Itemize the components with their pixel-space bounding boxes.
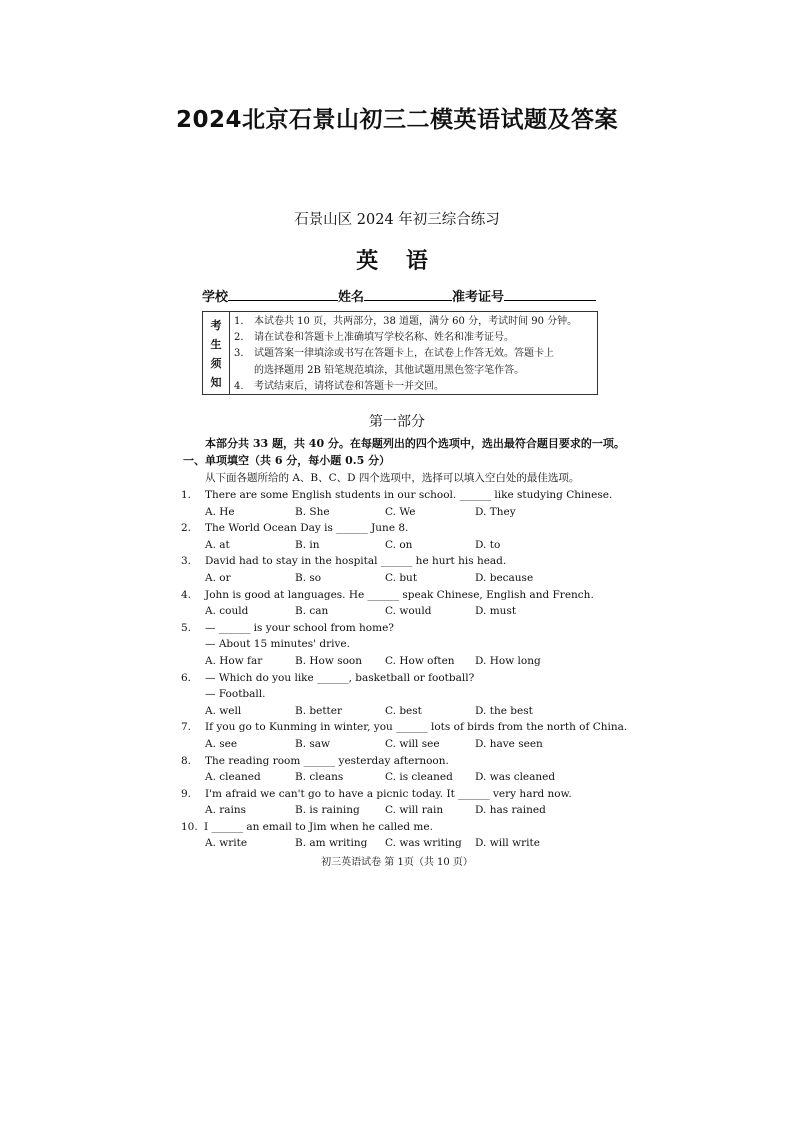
notice-item [234,379,593,395]
notice-item-text: 的选择题用 2B 铅笔规范填涂，其他试题用黑色签字笔作答。 [254,364,525,376]
exam-id-label: 准考证号 [452,290,505,305]
question-number: 9. [181,787,192,800]
option-a: A. or [205,571,231,584]
notice-item-number: 4. [234,380,244,392]
question-line [0,587,794,604]
option-d: D. They [475,505,516,518]
option-c: C. will rain [385,804,444,817]
question-stem: There are some English students in our school. ______ like studying Chinese. [205,489,613,501]
section-title: 一、单项填空（共 6 分，每小题 0.5 分） [183,454,391,467]
question-stem: I'm afraid we can't go to have a picnic today. It ______ very hard now. [205,787,572,800]
question-number: 8. [181,754,192,767]
notice-item [234,314,593,330]
question-item [0,587,794,620]
option-d: D. because [475,571,534,584]
option-a: A. How far [205,654,263,667]
option-c: C. will see [385,737,440,750]
options-row [0,537,794,554]
student-info-row [202,286,602,307]
option-d: D. have seen [475,737,543,750]
option-a: A. rains [205,804,247,817]
question-number: 2. [181,522,192,535]
notice-heading-char: 生 [210,337,222,351]
name-label: 姓名 [338,290,365,305]
option-b: B. cleans [295,771,344,784]
notice-heading [203,312,230,394]
question-stem: — Football. [205,688,266,701]
notice-item-text: 考试结束后，请将试卷和答题卡一并交回。 [254,380,444,392]
question-stem: — Which do you like ______, basketball or football? [205,671,475,684]
question-item [0,487,794,520]
option-c: C. How often [385,654,455,667]
option-d: D. must [475,605,517,618]
page-footer: 初三英语试卷 第 1页（共 10 页） [321,857,473,868]
options-row [0,835,794,852]
question-line [0,520,794,537]
option-b: B. How soon [295,654,362,667]
option-d: D. to [475,538,501,551]
option-c: C. best [385,704,422,717]
question-item [0,819,794,852]
question-stem: John is good at languages. He ______ speak Chinese, English and French. [205,588,594,601]
question-line [0,719,794,736]
option-d: D. will write [475,837,540,850]
name-blank [364,286,452,301]
option-c: C. We [385,505,416,518]
section-instructions: 从下面各题所给的 A、B、C、D 四个选项中，选择可以填入空白处的最佳选项。 [205,472,580,484]
option-b: B. better [295,704,342,717]
option-b: B. is raining [295,804,360,817]
question-item [0,620,794,670]
options-row [0,603,794,620]
part-title: 第一部分 [369,414,425,430]
options-row [0,653,794,670]
question-stem: David had to stay in the hospital ______ he hurt his head. [205,555,507,568]
option-b: B. am writing [295,837,368,850]
option-b: B. saw [295,737,331,750]
question-number: 7. [181,721,192,734]
option-c: C. on [385,538,413,551]
school-blank [228,286,338,301]
notice-item-number: 1. [234,316,244,327]
question-list [0,487,794,852]
option-a: A. write [205,837,248,850]
option-a: A. could [205,605,249,618]
school-label: 学校 [202,290,229,305]
notice-item-number: 3. [234,348,244,360]
question-line [0,670,794,687]
option-a: A. at [205,538,230,551]
option-b: B. so [295,571,322,584]
question-number: 1. [181,489,192,501]
options-row [0,504,794,521]
option-b: B. can [295,605,329,618]
candidate-notice-box [202,311,598,395]
options-row [0,769,794,786]
question-item [0,786,794,819]
question-number: 3. [181,555,192,568]
exam-name: 石景山区 2024 年初三综合练习 [294,212,500,228]
question-number: 4. [181,588,192,601]
notice-item [234,363,593,379]
option-c: C. would [385,605,432,618]
question-item [0,753,794,786]
document-title: 2024北京石景山初三二模英语试题及答案 [175,107,618,133]
option-c: C. but [385,571,418,584]
option-c: C. was writing [385,837,462,850]
question-line [0,819,794,836]
options-row [0,703,794,720]
question-number: 5. [181,621,192,634]
options-row [0,802,794,819]
option-d: D. How long [475,654,541,667]
exam-id-blank [504,286,596,301]
option-c: C. is cleaned [385,771,453,784]
question-number: 10. [181,820,198,833]
options-row [0,570,794,587]
option-a: A. well [205,704,242,717]
notice-item-number: 2. [234,332,244,344]
question-line [0,487,794,504]
notice-item-number [234,363,254,379]
option-d: D. the best [475,704,533,717]
option-a: A. cleaned [205,771,261,784]
question-line [0,620,794,637]
question-line [0,553,794,570]
question-line [0,753,794,770]
option-d: D. was cleaned [475,771,556,784]
option-b: B. in [295,538,320,551]
question-stem: I ______ an email to Jim when he called me. [204,820,433,833]
question-item [0,670,794,720]
question-stem: The reading room ______ yesterday afternoon. [205,754,449,767]
question-line [0,786,794,803]
notice-item [234,330,593,346]
question-item [0,553,794,586]
part-intro: 本部分共 33 题，共 40 分。在每题列出的四个选项中，选出最符合题目要求的一项。 [205,437,625,450]
question-item [0,520,794,553]
question-line [0,686,794,703]
question-number: 6. [181,671,192,684]
question-stem: — ______ is your school from home? [205,621,394,634]
question-line [0,636,794,653]
notice-heading-char: 知 [210,375,222,389]
options-row [0,736,794,753]
notice-item-text: 请在试卷和答题卡上准确填写学校名称、姓名和准考证号。 [254,332,514,344]
notice-item-text: 试题答案一律填涂或书写在答题卡上，在试卷上作答无效。答题卡上 [254,348,554,360]
notice-item [234,346,593,362]
option-b: B. She [295,505,330,518]
notice-heading-char: 须 [210,356,222,370]
question-stem: The World Ocean Day is ______ June 8. [205,522,409,535]
question-stem: If you go to Kunming in winter, you ______ lots of birds from the north of China. [205,721,628,734]
question-stem: — About 15 minutes' drive. [205,638,350,651]
option-a: A. He [205,505,235,518]
option-a: A. see [205,737,238,750]
notice-heading-char: 考 [210,318,222,332]
notice-list [230,312,597,394]
notice-item-text: 本试卷共 10 页，共两部分，38 道题，满分 60 分，考试时间 90 分钟。 [254,316,578,327]
subject-title: 英 语 [356,248,438,274]
question-item [0,719,794,752]
option-d: D. has rained [475,804,546,817]
